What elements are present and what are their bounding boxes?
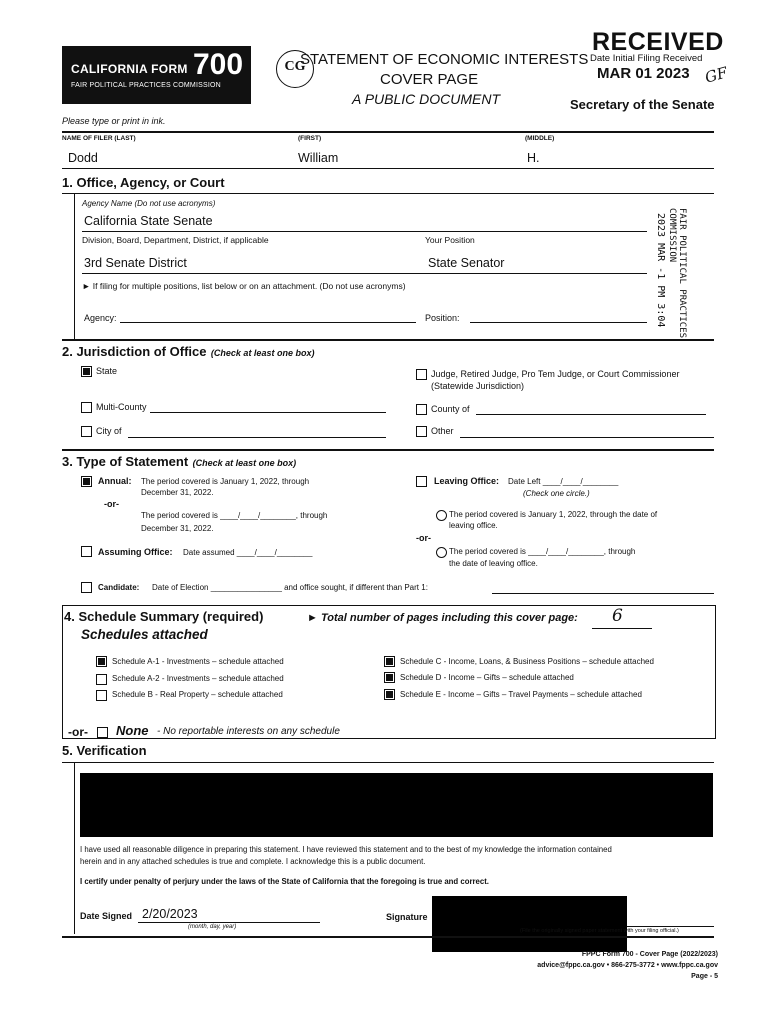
division-label: Division, Board, Department, District, if applicable <box>82 235 269 245</box>
label-last-name: NAME OF FILER (LAST) <box>62 135 136 142</box>
assuming-office-date[interactable]: Date assumed ____/____/________ <box>183 548 313 557</box>
section2-header <box>62 343 314 361</box>
annual-checkbox[interactable] <box>81 476 92 487</box>
label-first-name: (FIRST) <box>298 135 322 142</box>
none-label: None <box>116 723 149 738</box>
signature-hint: (File the originally signed paper statement with your filing official.) <box>520 928 679 934</box>
assuming-office-checkbox[interactable] <box>81 546 92 557</box>
section2-title: 2. Jurisdiction of Office <box>62 344 207 359</box>
form-badge <box>62 46 251 104</box>
section1-title: 1. Office, Agency, or Court <box>62 175 225 190</box>
multi-county-label: Multi-County <box>96 402 147 412</box>
position-line-label: Position: <box>425 313 460 323</box>
verification-text-1: I have used all reasonable diligence in preparing this statement. I have reviewed this statement and to the best of my knowledge the information contained <box>80 845 612 854</box>
none-checkbox[interactable] <box>97 727 108 738</box>
secretary-of-senate: Secretary of the Senate <box>570 97 715 112</box>
leaving-opt2-b: the date of leaving office. <box>449 559 538 568</box>
form-title: STATEMENT OF ECONOMIC INTERESTS <box>300 51 589 68</box>
public-document-label: A PUBLIC DOCUMENT <box>352 91 501 107</box>
received-stamp-initials: GF <box>703 63 730 87</box>
received-stamp: RECEIVED <box>592 28 724 56</box>
total-pages-value[interactable]: 6 <box>612 606 623 626</box>
schedules-attached-label: Schedules attached <box>81 627 208 642</box>
multiple-positions-note: ► If filing for multiple positions, list below or on an attachment. (Do not use acronyms) <box>82 281 406 291</box>
filer-last-name[interactable]: Dodd <box>68 151 98 165</box>
city-label: City of <box>96 426 122 436</box>
section2-hint: (Check at least one box) <box>210 348 315 358</box>
leaving-or: -or- <box>416 533 431 543</box>
schedule-e-label: Schedule E - Income – Gifts – Travel Payments – schedule attached <box>400 690 642 699</box>
fppc-side-stamp <box>610 208 720 355</box>
section4-title: 4. Schedule Summary (required) <box>64 609 264 624</box>
leaving-office-checkbox[interactable] <box>416 476 427 487</box>
form-subtitle: COVER PAGE <box>380 71 479 88</box>
date-signed-value[interactable]: 2/20/2023 <box>142 907 198 921</box>
schedule-a2-checkbox[interactable] <box>96 674 107 685</box>
form-number: 700 <box>193 48 244 81</box>
annual-text-2: December 31, 2022. <box>141 488 214 497</box>
certify-text: I certify under penalty of perjury under the laws of the State of California that the foregoing is true and correct. <box>80 877 489 886</box>
date-signed-hint: (month, day, year) <box>188 924 237 930</box>
section3-hint: (Check at least one box) <box>192 458 297 468</box>
footer-contact: advice@fppc.ca.gov • 866-275-3772 • www.fppc.ca.gov <box>537 962 718 969</box>
agency-name-value[interactable]: California State Senate <box>84 214 213 228</box>
judge-label-2: (Statewide Jurisdiction) <box>431 381 525 391</box>
division-value[interactable]: 3rd Senate District <box>84 256 187 270</box>
none-or: -or- <box>68 725 88 739</box>
assuming-office-label: Assuming Office: <box>98 547 173 557</box>
section3-header <box>62 453 296 471</box>
candidate-label: Candidate: <box>98 583 140 592</box>
leaving-opt1-a: The period covered is January 1, 2022, through the date of <box>449 510 658 519</box>
judge-checkbox[interactable] <box>416 369 427 380</box>
schedule-a1-label: Schedule A-1 - Investments – schedule attached <box>112 657 284 666</box>
annual-text-1: The period covered is January 1, 2022, through <box>141 477 310 486</box>
side-stamp-line2: FAIR POLITICAL PRACTICES COMMISSION <box>667 208 687 339</box>
redacted-signature <box>432 896 627 952</box>
schedule-c-checkbox[interactable] <box>384 656 395 667</box>
county-checkbox[interactable] <box>416 404 427 415</box>
seal-text: CG <box>284 59 306 74</box>
footer-page: Page - 5 <box>691 973 718 980</box>
leaving-circle-1[interactable] <box>436 510 447 521</box>
position-label: Your Position <box>425 235 475 245</box>
schedule-d-label: Schedule D - Income – Gifts – schedule attached <box>400 673 574 682</box>
agency-line[interactable] <box>120 322 416 323</box>
state-checkbox[interactable] <box>81 366 92 377</box>
annual-or: -or- <box>104 499 119 509</box>
schedule-a1-checkbox[interactable] <box>96 656 107 667</box>
city-line[interactable] <box>128 437 386 438</box>
received-stamp-date: MAR 01 2023 <box>597 65 690 82</box>
schedule-b-checkbox[interactable] <box>96 690 107 701</box>
redacted-block <box>80 773 713 837</box>
filer-first-name[interactable]: William <box>298 151 339 165</box>
leaving-circle-2[interactable] <box>436 547 447 558</box>
annual-label: Annual: <box>98 476 132 486</box>
county-label: County of <box>431 404 470 414</box>
agency-line-label: Agency: <box>84 313 117 323</box>
label-middle-name: (MIDDLE) <box>525 135 555 142</box>
leaving-office-hint: (Check one circle.) <box>523 489 590 498</box>
leaving-opt2-a: The period covered is ____/____/________, through <box>449 547 636 556</box>
received-stamp-subtitle: Date Initial Filing Received <box>590 53 703 64</box>
multi-county-line[interactable] <box>150 412 386 413</box>
none-text: - No reportable interests on any schedule <box>157 726 340 737</box>
agency-name-label: Agency Name (Do not use acronyms) <box>82 199 216 208</box>
schedule-b-label: Schedule B - Real Property – schedule attached <box>112 690 283 699</box>
total-pages-label: ► Total number of pages including this cover page: <box>307 612 578 624</box>
schedule-a2-label: Schedule A-2 - Investments – schedule attached <box>112 674 284 683</box>
annual-text-3: The period covered is ____/____/________, through <box>141 511 328 520</box>
schedule-d-checkbox[interactable] <box>384 672 395 683</box>
commission-name: FAIR POLITICAL PRACTICES COMMISSION <box>71 82 221 89</box>
signature-label: Signature <box>386 912 428 922</box>
filer-middle-name[interactable]: H. <box>527 151 540 165</box>
judge-label: Judge, Retired Judge, Pro Tem Judge, or Court Commissioner <box>431 369 680 379</box>
other-line[interactable] <box>460 437 714 438</box>
date-signed-label: Date Signed <box>80 911 133 921</box>
section3-title: 3. Type of Statement <box>62 454 189 469</box>
section5-title: 5. Verification <box>62 743 147 758</box>
other-checkbox[interactable] <box>416 426 427 437</box>
multi-county-checkbox[interactable] <box>81 402 92 413</box>
footer-form-id: FPPC Form 700 - Cover Page (2022/2023) <box>581 951 718 958</box>
print-instruction: Please type or print in ink. <box>62 116 166 126</box>
verification-text-2: herein and in any attached schedules is true and complete. I acknowledge this is a public document. <box>80 857 426 866</box>
candidate-office-line[interactable] <box>492 593 714 594</box>
leaving-opt1-b: leaving office. <box>449 521 498 530</box>
side-stamp-line1: 2023 MAR -1 PM 3:04 <box>655 213 666 328</box>
annual-text-4: December 31, 2022. <box>141 524 214 533</box>
schedule-c-label: Schedule C - Income, Loans, & Business Positions – schedule attached <box>400 657 654 666</box>
other-label: Other <box>431 426 454 436</box>
position-value[interactable]: State Senator <box>428 256 505 270</box>
form-label: CALIFORNIA FORM <box>71 62 188 76</box>
county-line[interactable] <box>476 414 706 415</box>
city-checkbox[interactable] <box>81 426 92 437</box>
candidate-text: Date of Election ________________ and office sought, if different than Part 1: <box>152 583 428 592</box>
schedule-e-checkbox[interactable] <box>384 689 395 700</box>
leaving-office-label: Leaving Office: <box>434 476 500 486</box>
leaving-office-date[interactable]: Date Left ____/____/________ <box>508 477 619 486</box>
candidate-checkbox[interactable] <box>81 582 92 593</box>
state-label: State <box>96 366 118 376</box>
